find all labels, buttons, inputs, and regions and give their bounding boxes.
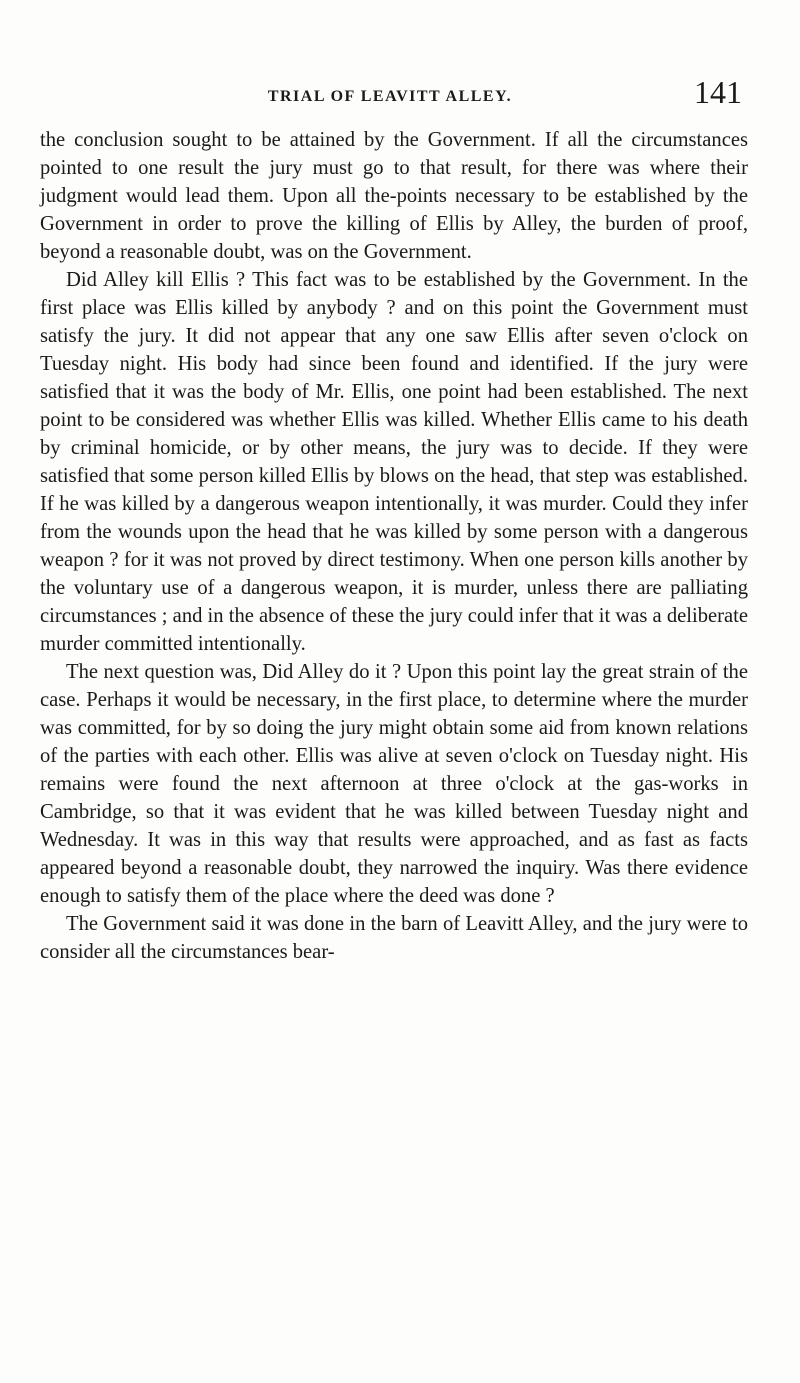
paragraph-did-alley-kill-ellis: Did Alley kill Ellis ? This fact was to be established by the Government. In the first place was Ellis killed by anybody ? and on this point the Government must satisfy the jury. It did not appear that any one saw Ellis after seven o'clock on Tuesday night. His body had since been found and identified. If the jury were satisfied that it was the body of Mr. Ellis, one point had been established. The next point to be considered was whether Ellis was killed. Whether Ellis came to his death by criminal homicide, or by other means, the jury was to decide. If they were satisfied that some person killed Ellis by blows on the head, that step was established. If he was killed by a dangerous weapon intentionally, it was murder. Could they infer from the wounds upon the head that he was killed by some person with a dangerous weapon ? for it was not proved by direct testimony. When one person kills another by the voluntary use of a dangerous weapon, it is murder, unless there are palliating circumstances ; and in the absence of these the jury could infer that it was a deliberate murder committed intentionally. (40, 269, 748, 655)
page-number: 141 (694, 74, 742, 110)
paragraph-government-said: The Government said it was done in the barn of Leavitt Alley, and the jury were to consider all the circumstances bear- (40, 913, 748, 963)
running-title: TRIAL OF LEAVITT ALLEY. (267, 88, 513, 105)
running-head (40, 74, 740, 110)
paragraph-continued: the conclusion sought to be attained by the Government. If all the circumstances pointed to one result the jury must go to that result, for there was where their judgment would lead them. Upon all the-points necessary to be established by the Government in order to prove the killing of Ellis by Alley, the burden of proof, beyond a reasonable doubt, was on the Government. (40, 129, 748, 263)
body-text (40, 126, 748, 966)
paragraph-next-question: The next question was, Did Alley do it ? Upon this point lay the great strain of the case. Perhaps it would be necessary, in the first place, to determine where the murder was committed, for by so doing the jury might obtain some aid from known relations of the parties with each other. Ellis was alive at seven o'clock on Tuesday night. His remains were found the next afternoon at three o'clock at the gas-works in Cambridge, so that it was evident that he was killed between Tuesday night and Wednesday. It was in this way that results were approached, and as fast as facts appeared beyond a reasonable doubt, they narrowed the inquiry. Was there evidence enough to satisfy them of the place where the deed was done ? (40, 661, 748, 907)
